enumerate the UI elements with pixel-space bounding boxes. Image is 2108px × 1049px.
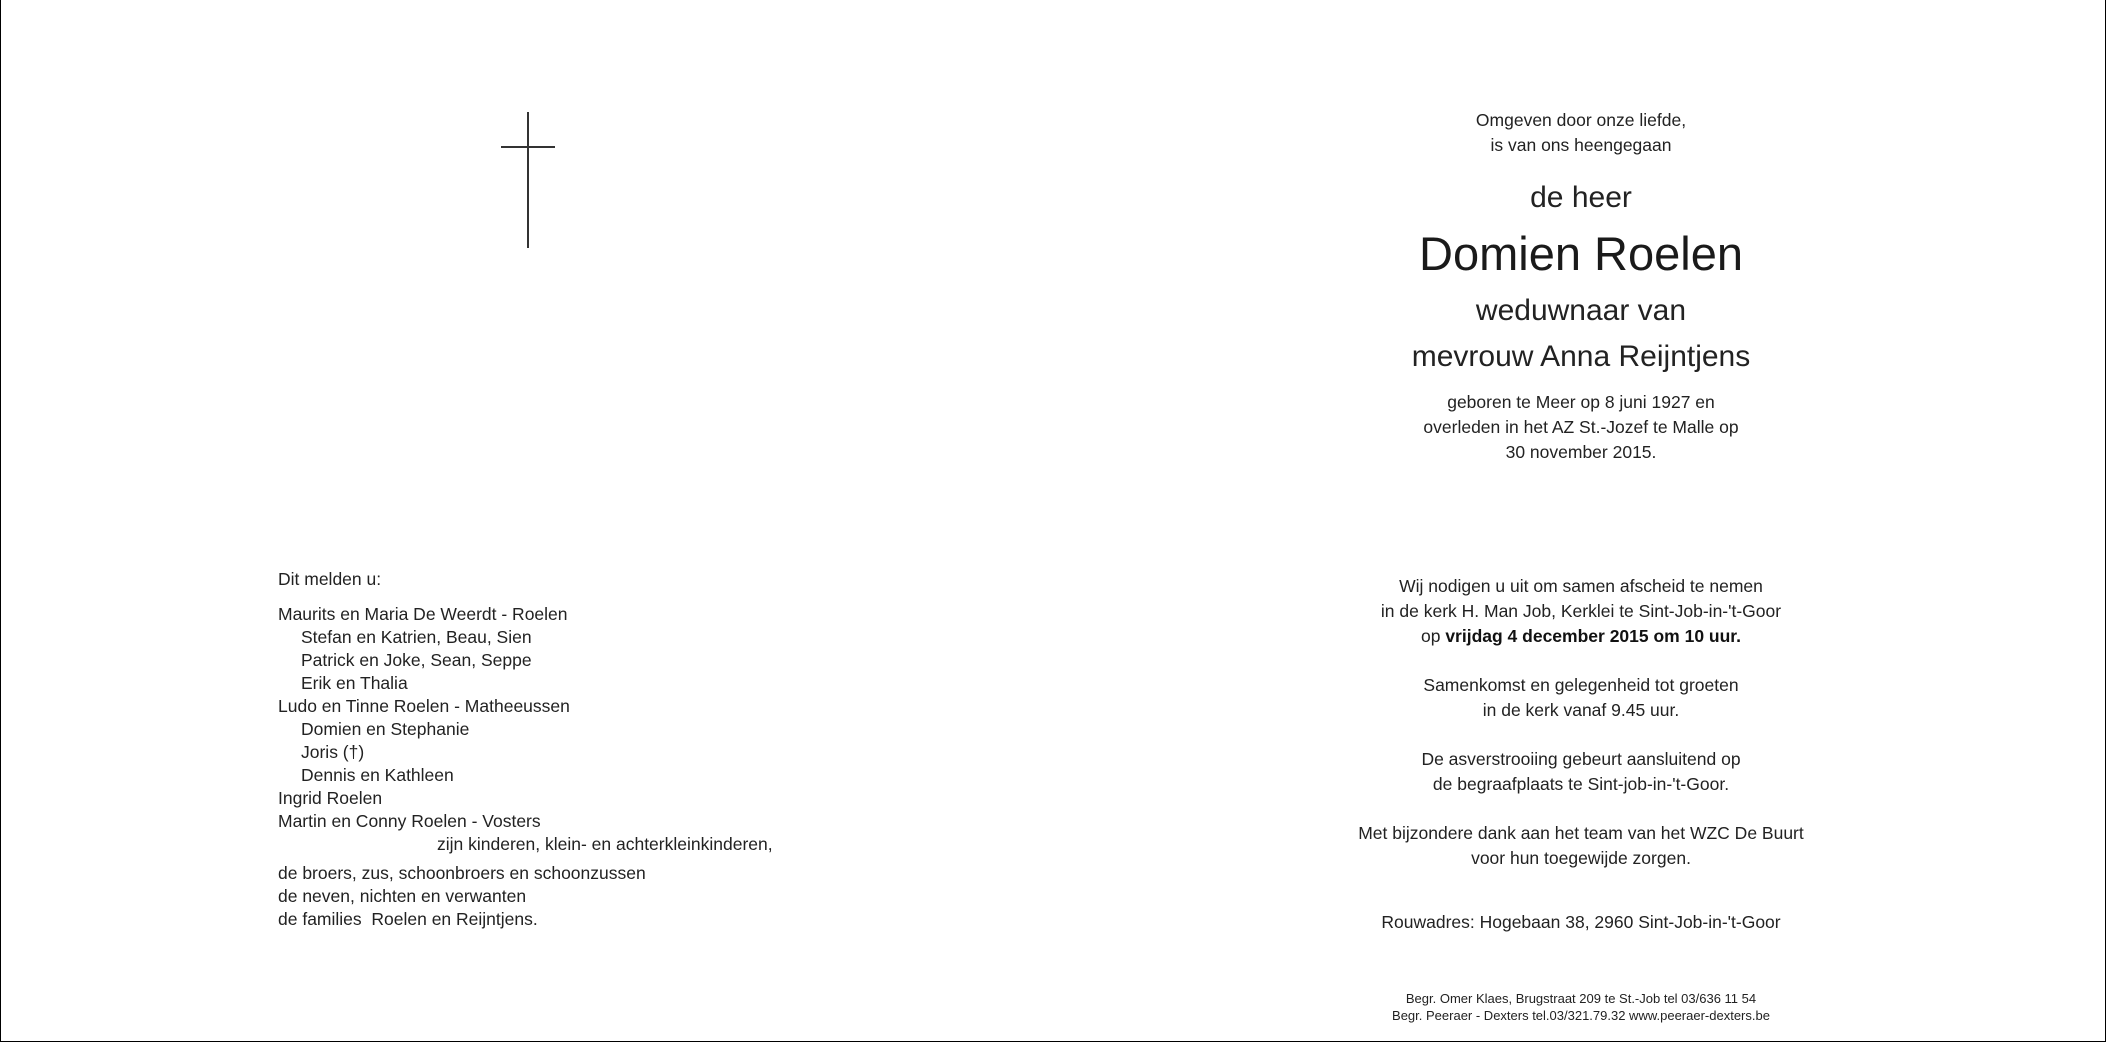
invitation-line: Wij nodigen u uit om samen afscheid te nemen [1399, 576, 1763, 596]
gathering-line: Samenkomst en gelegenheid tot groeten [1423, 675, 1739, 695]
deceased-name: Domien Roelen [1419, 227, 1743, 280]
salutation: de heer [1530, 181, 1632, 214]
family-heading: Dit melden u: [278, 569, 382, 589]
relatives-line: de families Roelen en Reijntjens. [278, 909, 538, 929]
relatives-line: de neven, nichten en verwanten [278, 886, 527, 906]
grandchildren-line: zijn kinderen, klein- en achterkleinkinderen, [437, 834, 773, 854]
family-member: Stefan en Katrien, Beau, Sien [301, 627, 532, 647]
family-member: Erik en Thalia [301, 673, 408, 693]
thanks-line: voor hun toegewijde zorgen. [1471, 848, 1691, 868]
family-member: Martin en Conny Roelen - Vosters [278, 811, 541, 831]
family-member: Ludo en Tinne Roelen - Matheeussen [278, 696, 570, 716]
ceremony-info [1281, 574, 1881, 871]
family-member: Dennis en Kathleen [301, 765, 454, 785]
relation-label: weduwnaar van [1475, 294, 1687, 327]
ceremony-date: vrijdag 4 december 2015 om 10 uur. [1445, 626, 1742, 646]
birth-death-info: geboren te Meer op 8 juni 1927 en overleden in het AZ St.-Jozef te Malle op 30 november 2015. [1423, 392, 1739, 462]
mourning-address: Rouwadres: Hogebaan 38, 2960 Sint-Job-in-'t-Goor [1381, 912, 1781, 932]
family-member: Maurits en Maria De Weerdt - Roelen [278, 604, 568, 624]
invitation-line: in de kerk H. Man Job, Kerklei te Sint-Job-in-'t-Goor [1380, 601, 1782, 621]
family-member: Patrick en Joke, Sean, Seppe [301, 650, 532, 670]
gathering-line: in de kerk vanaf 9.45 uur. [1482, 700, 1680, 720]
relatives-line: de broers, zus, schoonbroers en schoonzussen [278, 863, 646, 883]
spouse-block [1281, 288, 1881, 380]
spouse-name: mevrouw Anna Reijntjens [1411, 340, 1751, 373]
funeral-director-footer [1281, 990, 1881, 1024]
intro-text: Omgeven door onze liefde, is van ons heengegaan [1475, 110, 1687, 155]
ashes-line: de begraafplaats te Sint-job-in-'t-Goor. [1432, 774, 1730, 794]
family-member: Ingrid Roelen [278, 788, 383, 808]
family-member: Joris (†) [301, 742, 365, 762]
family-member: Domien en Stephanie [301, 719, 470, 739]
footer-line: Begr. Omer Klaes, Brugstraat 209 te St.-Job tel 03/636 11 54 [1405, 991, 1757, 1006]
family-list [278, 568, 978, 931]
latin-cross-icon [501, 112, 555, 248]
footer-line: Begr. Peeraer - Dexters tel.03/321.79.32 www.peeraer-dexters.be [1392, 1008, 1770, 1023]
ashes-line: De asverstrooiing gebeurt aansluitend op [1421, 749, 1741, 769]
ceremony-date-line: op vrijdag 4 december 2015 om 10 uur. [1420, 626, 1742, 646]
thanks-line: Met bijzondere dank aan het team van het WZC De Buurt [1358, 823, 1804, 843]
